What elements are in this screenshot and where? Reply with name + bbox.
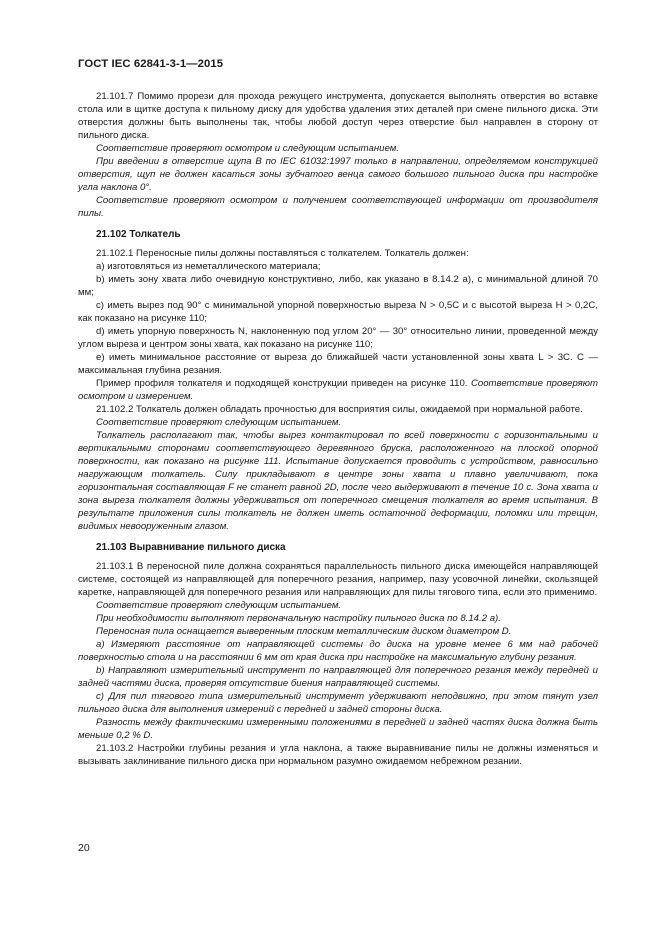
paragraph: [78, 377, 598, 403]
paragraph: 21.102.1 Переносные пилы должны поставляться с толкателем. Толкатель должен:: [96, 248, 469, 259]
section-heading: 21.102 Толкатель: [96, 229, 181, 240]
paragraph: d) иметь упорную поверхность N, наклоненную под углом 20° — 30° относительно линии, проведенной между углом выреза и центром зоны хвата, как показано на рисунке 110;: [78, 326, 598, 350]
italic-paragraph: а) Измеряют расстояние от направляющей системы до диска на уровне менее 6 мм над рабочей поверхностью стола и на расстоянии 6 мм от края диска при настройке на максимальную глубину резания.: [78, 639, 598, 663]
italic-paragraph: Разность между фактическими измеренными положениями в передней и задней частях диска должна быть меньше 0,2 % D.: [78, 717, 598, 741]
page-content: [78, 90, 598, 768]
paragraph: е) иметь минимальное расстояние от выреза до ближайшей части установленной зоны хвата L > 3C. C — максимальная глубина резания.: [78, 352, 598, 376]
paragraph: 21.103.1 В переносной пиле должна сохраняться параллельность пильного диска имеющейся направляющей системе, состоящей из направляющей для поперечного резания, например, пазу усовочной линейки, скользящей каретке, направляющей для поперечного резания или направляющих для пилы тягового типа, если это применимо.: [78, 561, 598, 598]
italic-paragraph: с) Для пил тягового типа измерительный инструмент удерживают неподвижно, при этом тянут узел пильного диска для выполнения измерений с передней и задней стороны диска.: [78, 691, 598, 715]
paragraph-text: Пример профиля толкателя и подходящей конструкции приведен на рисунке 110.: [96, 378, 471, 389]
paragraph: 21.101.7 Помимо прорези для прохода режущего инструмента, допускается выполнять отверстия во вставке стола или в щитке доступа к пильному диску для удобства удаления этих деталей при смене пильного диска. Эти отверстия должны быть выполнены так, чтобы любой доступ через отверстие был направлен в сторону от пильного диска.: [78, 91, 598, 141]
document-header: ГОСТ IEC 62841-3-1—2015: [78, 58, 224, 70]
paragraph: с) иметь вырез под 90° с минимальной упорной поверхностью выреза N > 0,5C и с высотой выреза H > 0,2C, как показано на рисунке 110;: [78, 300, 598, 324]
italic-paragraph: Соответствие проверяют следующим испытанием.: [96, 600, 342, 611]
italic-paragraph: Соответствие проверяют осмотром и получением соответствующей информации от производителя пилы.: [78, 195, 598, 219]
paragraph: b) иметь зону хвата либо очевидную конструктивно, либо, как указано в 8.14.2 а), с минимальной длиной 70 мм;: [78, 274, 598, 298]
paragraph-italic-text: Соответствие проверяют осмотром и измерением.: [78, 378, 598, 402]
paragraph: 21.102.2 Толкатель должен обладать прочностью для восприятия силы, ожидаемой при нормальной работе.: [96, 404, 583, 415]
section-heading: 21.103 Выравнивание пильного диска: [96, 542, 286, 553]
italic-paragraph: При необходимости выполняют первоначальную настройку пильного диска по 8.14.2 а).: [96, 613, 501, 624]
paragraph: 21.103.2 Настройки глубины резания и угла наклона, а также выравнивание пилы не должны изменяться и вызывать заклинивание пильного диска при нормальном разумно ожидаемом небрежном резании.: [78, 743, 598, 767]
italic-paragraph: Соответствие проверяют следующим испытанием.: [96, 417, 342, 428]
italic-paragraph: b) Направляют измерительный инструмент по направляющей для поперечного резания между передней и задней частями диска, проверяя отсутствие биения направляющей системы.: [78, 665, 598, 689]
italic-paragraph: Соответствие проверяют осмотром и следующим испытанием.: [96, 143, 399, 154]
italic-paragraph: Переносная пила оснащается выверенным плоским металлическим диском диаметром D.: [96, 626, 512, 637]
paragraph: а) изготовляться из неметаллического материала;: [96, 261, 321, 272]
italic-paragraph: Толкатель располагают так, чтобы вырез контактировал по всей поверхности с горизонтальными и вертикальными сторонами соответствующего деревянного бруска, расположенного на плоской опорной поверхности, как показано на рисунке 111. Испытание допускается проводить с устройством, равносильно нагружающим толкатель. Силу прикладывают в центре зоны хвата и плавно увеличивают, пока горизонтальная составляющая F не станет равной 2D, после чего выдерживают в течение 10 с. Зона хвата и зона выреза толкателя должны удерживаться от поперечного смещения толкателя во время испытания. В результате приложения силы толкатель не должен иметь остаточной деформации, поломки или трещин, видимых невооруженным глазом.: [78, 430, 598, 532]
italic-paragraph: При введении в отверстие щупа В по IEC 61032:1997 только в направлении, определяемом конструкцией отверстия, щуп не должен касаться зоны зубчатого венца самого большого пильного диска при настройке угла наклона 0°.: [78, 156, 598, 193]
page-number: 20: [78, 842, 90, 854]
